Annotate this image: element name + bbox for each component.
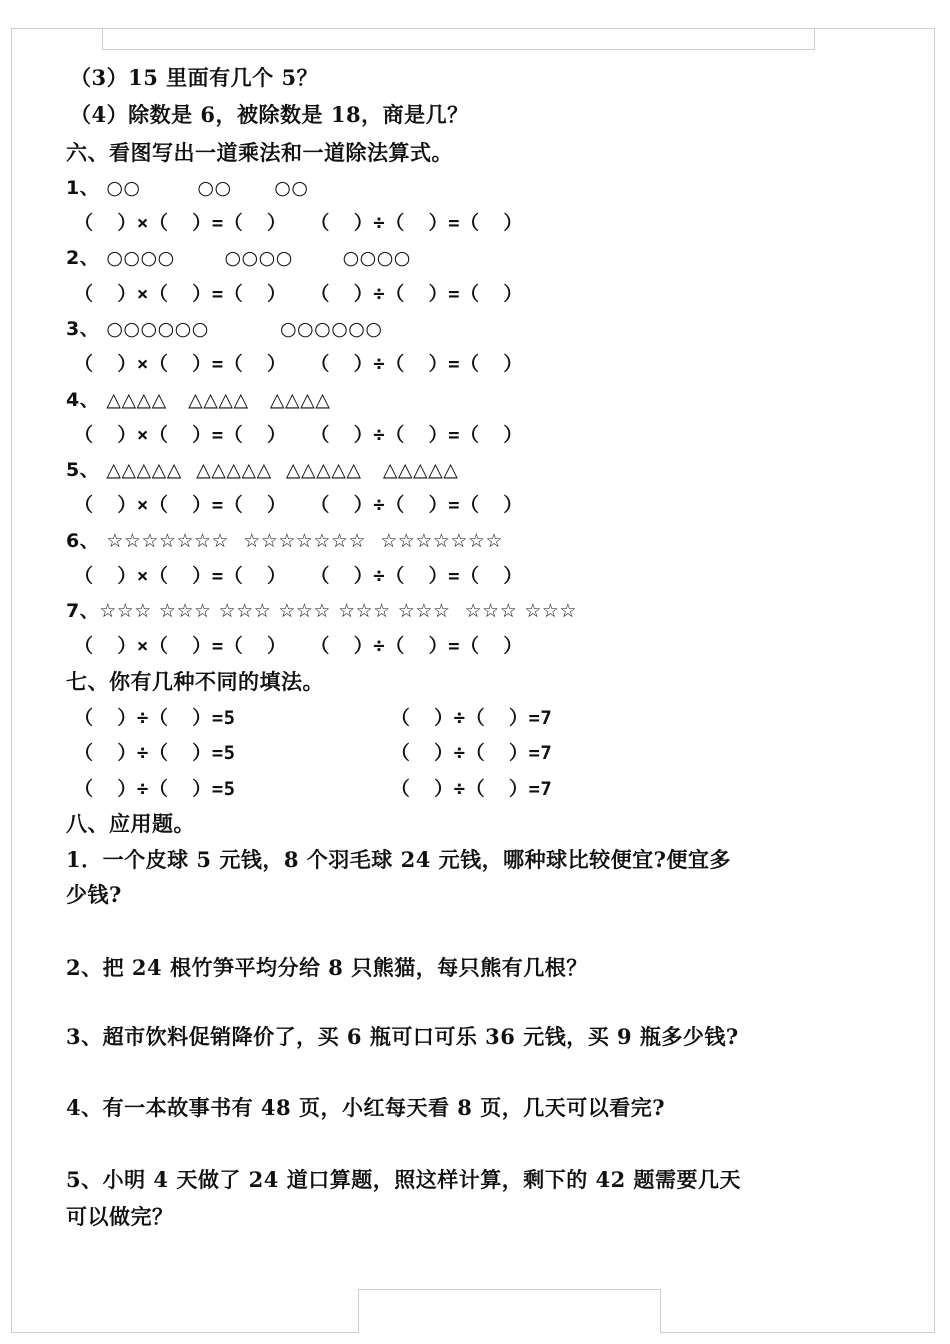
shape-row-5: 5、 △△△△△ △△△△△ △△△△△ △△△△△ [66,459,459,481]
application-question-1-cont: 少钱? [66,882,122,907]
question-3: （3）15 里面有几个 5？ [70,65,319,90]
application-question-3: 3、超市饮料促销降价了，买 6 瓶可口可乐 36 元钱，买 9 瓶多少钱? [66,1024,739,1049]
application-question-1: 1．一个皮球 5 元钱，8 个羽毛球 24 元钱，哪种球比较便宜?便宜多 [66,847,731,872]
page-corner-mark-left [102,28,103,50]
equation-row-3: （ ）×（ ）=（ ） （ ）÷（ ）=（ ） [74,353,523,375]
section-7-title: 七、你有几种不同的填法。 [66,669,324,694]
shape-row-2: 2、 ○○○○ ○○○○ ○○○○ [66,247,411,269]
equation-row-6: （ ）×（ ）=（ ） （ ）÷（ ）=（ ） [74,565,523,587]
shape-row-4: 4、 △△△△ △△△△ △△△△ [66,389,331,411]
application-question-4: 4、有一本故事书有 48 页，小红每天看 8 页，几天可以看完? [66,1095,665,1120]
fill-row-1: （ ）÷（ ）=5 （ ）÷（ ）=7 [74,707,553,729]
shape-row-3: 3、 ○○○○○○ ○○○○○○ [66,318,383,340]
application-question-2: 2、把 24 根竹笋平均分给 8 只熊猫，每只熊有几根？ [66,955,588,980]
shape-row-1: 1、 ○○ ○○ ○○ [66,177,309,199]
section-6-title: 六、看图写出一道乘法和一道除法算式。 [66,140,453,165]
equation-row-7: （ ）×（ ）=（ ） （ ）÷（ ）=（ ） [74,635,523,657]
equation-row-2: （ ）×（ ）=（ ） （ ）÷（ ）=（ ） [74,283,523,305]
fill-row-2: （ ）÷（ ）=5 （ ）÷（ ）=7 [74,742,553,764]
page-footer-box [358,1289,661,1333]
section-8-title: 八、应用题。 [66,811,195,836]
application-question-5: 5、小明 4 天做了 24 道口算题，照这样计算，剩下的 42 题需要几天 [66,1167,742,1192]
equation-row-4: （ ）×（ ）=（ ） （ ）÷（ ）=（ ） [74,424,523,446]
equation-row-1: （ ）×（ ）=（ ） （ ）÷（ ）=（ ） [74,212,523,234]
page-header-rule [102,49,815,50]
question-4: （4）除数是 6，被除数是 18，商是几？ [70,102,469,127]
equation-row-5: （ ）×（ ）=（ ） （ ）÷（ ）=（ ） [74,494,523,516]
shape-row-7: 7、☆☆☆ ☆☆☆ ☆☆☆ ☆☆☆ ☆☆☆ ☆☆☆ ☆☆☆ ☆☆☆ [66,600,577,622]
page-corner-mark-right [814,28,815,50]
application-question-5-cont: 可以做完？ [66,1204,174,1229]
shape-row-6: 6、 ☆☆☆☆☆☆☆ ☆☆☆☆☆☆☆ ☆☆☆☆☆☆☆ [66,530,503,552]
fill-row-3: （ ）÷（ ）=5 （ ）÷（ ）=7 [74,778,553,800]
